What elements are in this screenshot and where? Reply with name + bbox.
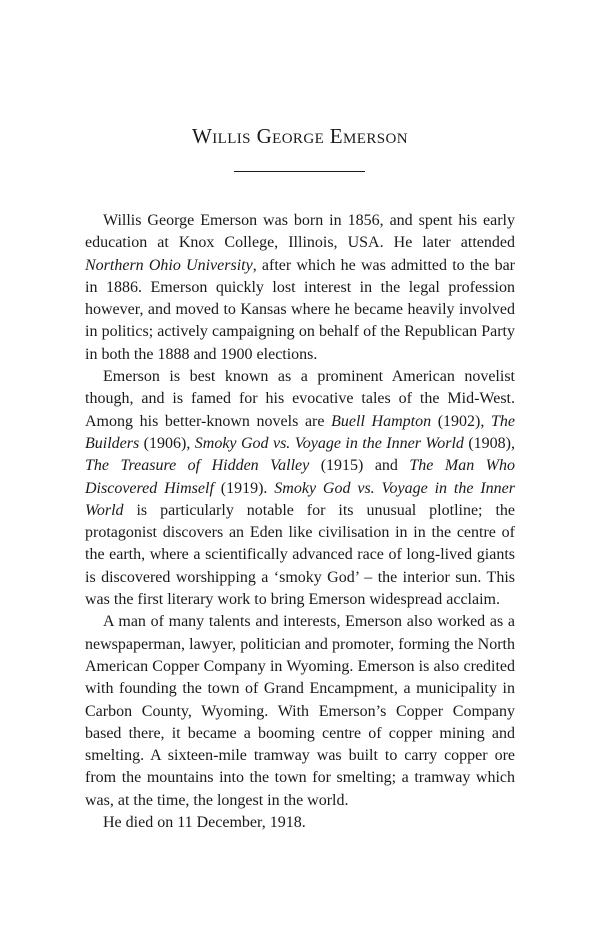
paragraph [85,366,515,611]
italic-title-text: Smoky God vs. Voyage in the Inner World [194,434,464,452]
text-run: Willis George Emerson was born in 1856, and spent his early education at Knox College, Illinois, USA. He later attended [85,212,515,252]
paragraph [85,210,515,366]
text-run: (1906), [139,434,195,452]
page-title: Willis George Emerson [192,124,408,148]
italic-title-text: The Man Who Discovered Himself [85,457,515,497]
italic-title-text: The Builders [85,412,515,452]
paragraph [85,611,515,812]
italic-title-text: The Treasure of Hidden Valley [85,457,310,475]
italic-title-text: Buell Hampton [331,412,432,430]
text-run: (1915) and [309,457,410,475]
text-run: A man of many talents and interests, Emerson also worked as a newspaperman, lawyer, politician and promoter, forming the North American Copper Company in Wyoming. Emerson is also credited with founding the town of Grand Encampment, a municipality in Carbon County, Wyoming. With Emerson’s Copper Company based there, it became a booming centre of copper mining and smelting. A sixteen-mile tramway was built to carry copper ore from the mountains into the town for smelting; a tramway which was, at the time, the longest in the world. [85,613,515,809]
biography-text [85,210,515,834]
italic-title-text: Northern Ohio University [85,256,253,274]
text-run: (1902), [431,412,491,430]
text-run: , after which he was admitted to the bar in 1886. Emerson quickly lost interest in the legal profession however, and moved to Kansas where he became heavily involved in politics; actively campaigning on behalf of the Republican Party in both the 1888 and 1900 elections. [85,256,515,363]
paragraph [85,812,515,834]
text-run: He died on 11 December, 1918. [103,814,306,832]
text-run: (1919). [213,479,275,497]
text-run: Emerson is best known as a prominent American novelist though, and is famed for his evocative tales of the Mid-West. Among his better-known novels are [85,368,515,430]
italic-title-text: Smoky God vs. Voyage in the Inner World [85,479,515,519]
text-run: is particularly notable for its unusual plotline; the protagonist discovers an Eden like civilisation in in the centre of the earth, where a scientifically advanced race of long-lived giants is discovered worshipping a ‘smoky God’ – the interior sun. This was the first literary work to bring Emerson widespread acclaim. [85,501,515,609]
text-run: (1908), [463,434,516,452]
title-divider [234,171,365,172]
